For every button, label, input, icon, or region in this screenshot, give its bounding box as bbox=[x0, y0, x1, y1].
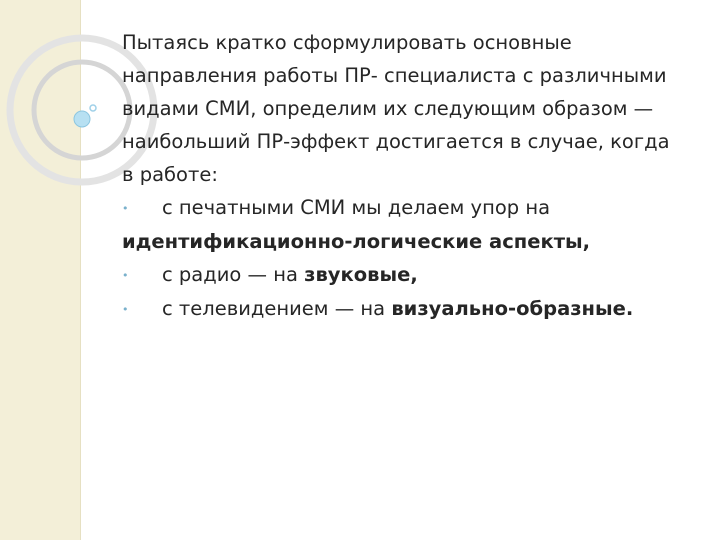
blue-dot bbox=[74, 111, 90, 127]
inner-ring bbox=[34, 62, 130, 158]
small-ring-dot bbox=[90, 105, 96, 111]
bullet-radio bbox=[122, 258, 682, 292]
bullet-icon: • bbox=[122, 202, 129, 215]
bullet-text: с радио — на bbox=[162, 263, 298, 286]
intro-paragraph: Пытаясь кратко сформулировать основные направления работы ПР- специалиста с различными видами СМИ, определим их следующим образом — наибольший ПР-эффект достигается в случае, когда в работе: bbox=[122, 31, 670, 186]
bullet-icon: • bbox=[122, 269, 129, 282]
bullet-emphasis: идентификационно-логические аспекты, bbox=[122, 230, 591, 253]
bullet-text: с печатными СМИ мы делаем упор на bbox=[162, 196, 551, 219]
bullet-television bbox=[122, 292, 682, 326]
bullet-text: с телевидением — на bbox=[162, 297, 386, 320]
bullet-emphasis: звуковые, bbox=[304, 263, 418, 286]
bullet-icon: • bbox=[122, 303, 129, 316]
slide-body bbox=[122, 26, 682, 326]
bullet-emphasis: визуально-образные. bbox=[391, 297, 634, 320]
bullet-print-media bbox=[122, 191, 682, 258]
